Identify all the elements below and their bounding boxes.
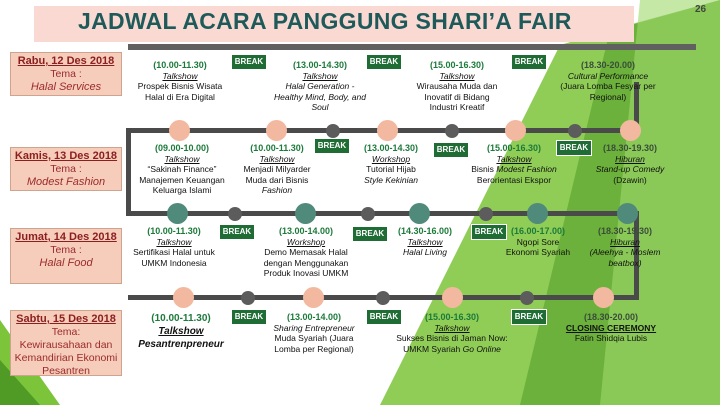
event-jumat-3 <box>390 226 460 258</box>
timeline-dot <box>527 203 548 224</box>
event-desc <box>464 164 564 175</box>
event-desc: Muda Syariah (Juara Lomba per Regional) <box>274 333 354 354</box>
event-sabtu-4 <box>562 312 660 344</box>
timeline-dot <box>568 124 582 138</box>
day-date: Kamis, 13 Des 2018 <box>14 150 118 162</box>
event-rabu-1 <box>132 60 228 102</box>
event-kamis-1 <box>130 143 234 196</box>
timeline-dot <box>617 203 638 224</box>
event-time: (14.30-16.00) <box>397 226 453 236</box>
event-time: (10.00-11.30) <box>250 143 304 153</box>
break-badge: BREAK <box>314 138 350 154</box>
break-badge: BREAK <box>511 54 547 70</box>
event-desc: Fatin Shidqia Lubis <box>574 333 648 343</box>
event-kind: Workshop <box>371 153 411 164</box>
event-time: (10.00-11.30) <box>147 226 201 236</box>
event-desc <box>396 344 508 355</box>
timeline-dot <box>173 287 194 308</box>
event-desc: Menjadi Milyarder Muda dari Bisnis <box>243 164 311 185</box>
day-theme: Halal Services <box>30 81 102 93</box>
day-theme: Halal Food <box>39 257 93 269</box>
event-kind: Talkshow <box>158 326 204 337</box>
day-tema-label: Tema: <box>51 326 81 338</box>
event-rabu-4 <box>556 60 660 102</box>
timeline-dot <box>266 120 287 141</box>
timeline-dot <box>169 120 190 141</box>
event-kind: Talkshow <box>434 322 470 333</box>
event-desc: Halal Generation - Healthy Mind, Body, and Soul <box>274 81 366 112</box>
event-time: (09.00-10.00) <box>154 143 210 153</box>
event-time: (13.00-14.30) <box>363 143 419 153</box>
event-rabu-3 <box>410 60 504 113</box>
event-desc: Demo Memasak Halal dengan Menggunakan Produk Inovasi UMKM <box>263 247 349 278</box>
event-desc: Sertifikasi Halal untuk UMKM Indonesia <box>133 247 215 268</box>
event-jumat-2 <box>258 226 354 279</box>
break-badge: BREAK <box>231 54 267 70</box>
event-kind: Talkshow <box>496 153 532 164</box>
event-desc-italic: Modest Fashion <box>496 164 557 174</box>
event-desc: Fashion <box>261 185 293 195</box>
event-jumat-4 <box>505 226 571 258</box>
timeline-dot <box>445 124 459 138</box>
event-time: (10.00-11.30) <box>153 60 207 70</box>
event-desc: “Sakinah Finance” <box>147 164 217 174</box>
event-kind: Hiburan <box>610 236 640 247</box>
day-date: Sabtu, 15 Des 2018 <box>16 313 116 325</box>
event-desc: Manajemen Keuangan Keluarga Islami <box>139 174 225 195</box>
timeline-dot <box>228 207 242 221</box>
event-desc: Style Kekinian <box>364 174 418 185</box>
timeline-dot <box>303 287 324 308</box>
event-desc: (Juara Lomba Fesyar per Regional) <box>560 81 656 102</box>
event-time: (18.30-19.30) <box>597 226 653 236</box>
break-badge: BREAK <box>219 224 255 240</box>
timeline-dot <box>376 291 390 305</box>
timeline-dot <box>295 203 316 224</box>
page-number: 26 <box>695 4 707 15</box>
timeline-dot <box>479 207 493 221</box>
event-kind: Hiburan <box>615 153 645 164</box>
timeline-dot <box>326 124 340 138</box>
break-badge: BREAK <box>366 54 402 70</box>
timeline-dot <box>505 120 526 141</box>
event-desc: (Dzawin) <box>613 174 647 185</box>
day-box-kamis <box>10 147 122 191</box>
event-kind: Sharing Entrepreneur <box>273 322 355 333</box>
day-box-jumat <box>10 228 122 284</box>
event-kind: Talkshow <box>302 70 338 81</box>
event-desc-text: Bisnis <box>471 164 494 174</box>
event-time: (15.00-16.30) <box>486 143 542 153</box>
event-desc: Ngopi Sore Ekonomi Syariah <box>505 236 571 257</box>
timeline-dot <box>620 120 641 141</box>
event-desc: Berorientasi Ekspor <box>476 174 552 185</box>
day-date: Rabu, 12 Des 2018 <box>17 55 115 67</box>
event-jumat-5 <box>584 226 666 268</box>
break-badge: BREAK <box>231 309 267 325</box>
break-badge: BREAK <box>433 142 469 158</box>
event-desc: Tutorial Hijab <box>366 164 416 174</box>
day-theme: Modest Fashion <box>26 176 106 188</box>
break-badge: BREAK <box>366 309 402 325</box>
break-badge: BREAK <box>511 309 547 325</box>
event-kind: Talkshow <box>164 153 200 164</box>
timeline-line-jumat <box>128 211 638 216</box>
day-theme: Kewirausahaan dan Kemandirian Ekonomi Pesantren <box>14 339 118 377</box>
event-desc-italic: Go Online <box>462 343 501 354</box>
event-time: (13.00-14.30) <box>292 60 348 70</box>
event-desc: Pesantrenpreneur <box>138 339 224 350</box>
event-kamis-5 <box>588 143 672 185</box>
event-jumat-1 <box>128 226 220 268</box>
event-time: (15.00-16.30) <box>429 60 485 70</box>
timeline-dot <box>442 287 463 308</box>
event-time: (16.00-17.00) <box>510 226 566 236</box>
timeline-dot <box>167 203 188 224</box>
event-kind: Talkshow <box>156 236 192 247</box>
event-desc-text: UMKM Syariah <box>403 343 461 354</box>
page-title: JADWAL ACARA PANGGUNG SHARI’A FAIR <box>78 8 572 34</box>
event-kind: Cultural Performance <box>567 70 649 81</box>
event-time: (13.00-14.00) <box>286 312 342 322</box>
event-time: (18.30-20.00) <box>583 312 639 322</box>
event-time: (13.00-14.00) <box>278 226 334 236</box>
event-kamis-3 <box>350 143 432 185</box>
event-kamis-4 <box>464 143 564 185</box>
event-desc: Halal Living <box>403 247 447 257</box>
event-rabu-2 <box>270 60 370 113</box>
timeline-dot <box>409 203 430 224</box>
event-time: (15.00-16.30) <box>424 312 480 322</box>
event-sabtu-2 <box>266 312 362 354</box>
break-badge: BREAK <box>471 224 507 240</box>
event-desc: (Aleehya - Moslem beatbox) <box>589 247 661 268</box>
timeline-dot <box>377 120 398 141</box>
event-kind: Talkshow <box>439 70 475 81</box>
event-desc: Sukses Bisnis di Jaman Now: <box>396 333 508 343</box>
timeline-dot <box>593 287 614 308</box>
event-time: (18.30-19.30) <box>602 143 658 153</box>
timeline-line-rabu <box>128 44 696 50</box>
event-kind: Workshop <box>286 236 326 247</box>
day-box-rabu <box>10 52 122 96</box>
break-badge: BREAK <box>352 226 388 242</box>
event-desc: Wirausaha Muda dan Inovatif di Bidang Industri Kreatif <box>416 81 498 112</box>
timeline-dot <box>361 207 375 221</box>
event-kind: Talkshow <box>407 236 443 247</box>
day-tema-label: Tema : <box>50 244 82 256</box>
event-kamis-2 <box>234 143 320 196</box>
day-tema-label: Tema : <box>50 68 82 80</box>
day-tema-label: Tema : <box>50 163 82 175</box>
event-kind: Talkshow <box>162 70 198 81</box>
event-time: (10.00-11.30) <box>151 313 211 324</box>
event-time: (18.30-20.00) <box>580 60 636 70</box>
day-date: Jumat, 14 Des 2018 <box>15 231 117 243</box>
event-sabtu-3 <box>396 312 508 354</box>
timeline-dot <box>520 291 534 305</box>
event-desc: Prospek Bisnis Wisata Halal di Era Digital <box>137 81 223 102</box>
event-desc: Stand-up Comedy <box>595 164 665 174</box>
event-kind: CLOSING CEREMONY <box>565 322 657 333</box>
timeline-dot <box>241 291 255 305</box>
event-kind: Talkshow <box>259 153 295 164</box>
break-badge: BREAK <box>556 140 592 156</box>
event-sabtu-1 <box>138 312 224 351</box>
day-box-sabtu <box>10 310 122 376</box>
